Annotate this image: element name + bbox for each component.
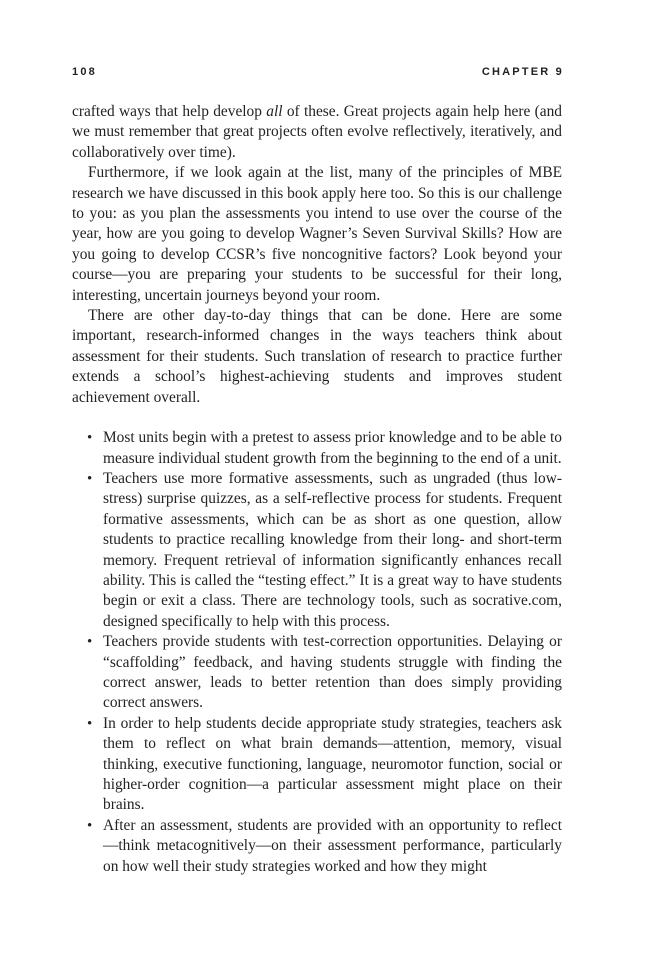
list-item-text: In order to help students decide appropriate study strategies, teachers ask them to reflect on what brain demands—attention, memory, visual thinking, executive functioning, language, neuromotor function, social or higher-order cognition—a particular assessment might place on their brains. <box>103 714 562 814</box>
list-item-text: Teachers provide students with test-correction opportunities. Delaying or “scaffolding” feedback, and having students struggle with finding the correct answer, leads to better retention than does simply providing correct answers. <box>103 633 562 712</box>
list-item <box>87 469 562 632</box>
list-item-text: After an assessment, students are provided with an opportunity to reflect—think metacognitively—on their assessment performance, particularly on how well their study strategies worked and how they might <box>103 816 562 875</box>
paragraph-2: Furthermore, if we look again at the list, many of the principles of MBE research we have discussed in this book apply here too. So this is our challenge to you: as you plan the assessments you intend to use over the course of the year, how are you going to develop Wagner’s Seven Survival Skills? How are you going to develop CCSR’s five noncognitive factors? Look beyond your course—you are preparing your students to be successful for their long, interesting, uncertain journeys beyond your room. <box>72 164 562 304</box>
list-item-text: Teachers use more formative assessments, such as ungraded (thus low-stress) surprise quizzes, as a self-reflective process for students. Frequent formative assessments, which can be as short as one question, allow students to practice recalling knowledge from their long- and short-term memory. Frequent retrieval of information significantly enhances recall ability. This is called the “testing effect.” It is a great way to have students begin or exit a class. There are technology tools, such as socrative.com, designed specifically to help with this process. <box>103 469 562 630</box>
list-item <box>87 632 562 714</box>
bullet-marker: • <box>87 470 93 487</box>
list-item <box>87 816 562 877</box>
bullet-marker: • <box>87 430 93 447</box>
paragraph-1 <box>72 102 562 163</box>
bullet-marker: • <box>87 817 93 834</box>
chapter-label: CHAPTER 9 <box>481 66 564 78</box>
list-item <box>87 714 562 816</box>
list-item-text: Most units begin with a pretest to assess prior knowledge and to be able to measure individual student growth from the beginning to the end of a unit. <box>103 429 562 467</box>
paragraph-3: There are other day-to-day things that can be done. Here are some important, research-informed changes in the ways teachers think about assessment for their students. Such translation of research to practice further extends a school’s highest-achieving students and improves student achievement overall. <box>72 307 562 406</box>
body-text <box>72 102 562 877</box>
page-number: 108 <box>72 66 97 78</box>
paragraph-1-text-a: crafted ways that help develop <box>72 103 267 120</box>
bullet-marker: • <box>87 715 93 732</box>
running-head <box>72 66 562 84</box>
list-item <box>87 428 562 469</box>
book-page <box>72 66 562 877</box>
bullet-list <box>72 428 562 877</box>
paragraph-1-emphasis: all <box>266 103 283 120</box>
paragraph-1-text-b: of these. Great projects again help here (and we must remember that great projects often evolve reflectively, iteratively, and collaboratively over time). <box>72 103 562 161</box>
bullet-marker: • <box>87 634 93 651</box>
